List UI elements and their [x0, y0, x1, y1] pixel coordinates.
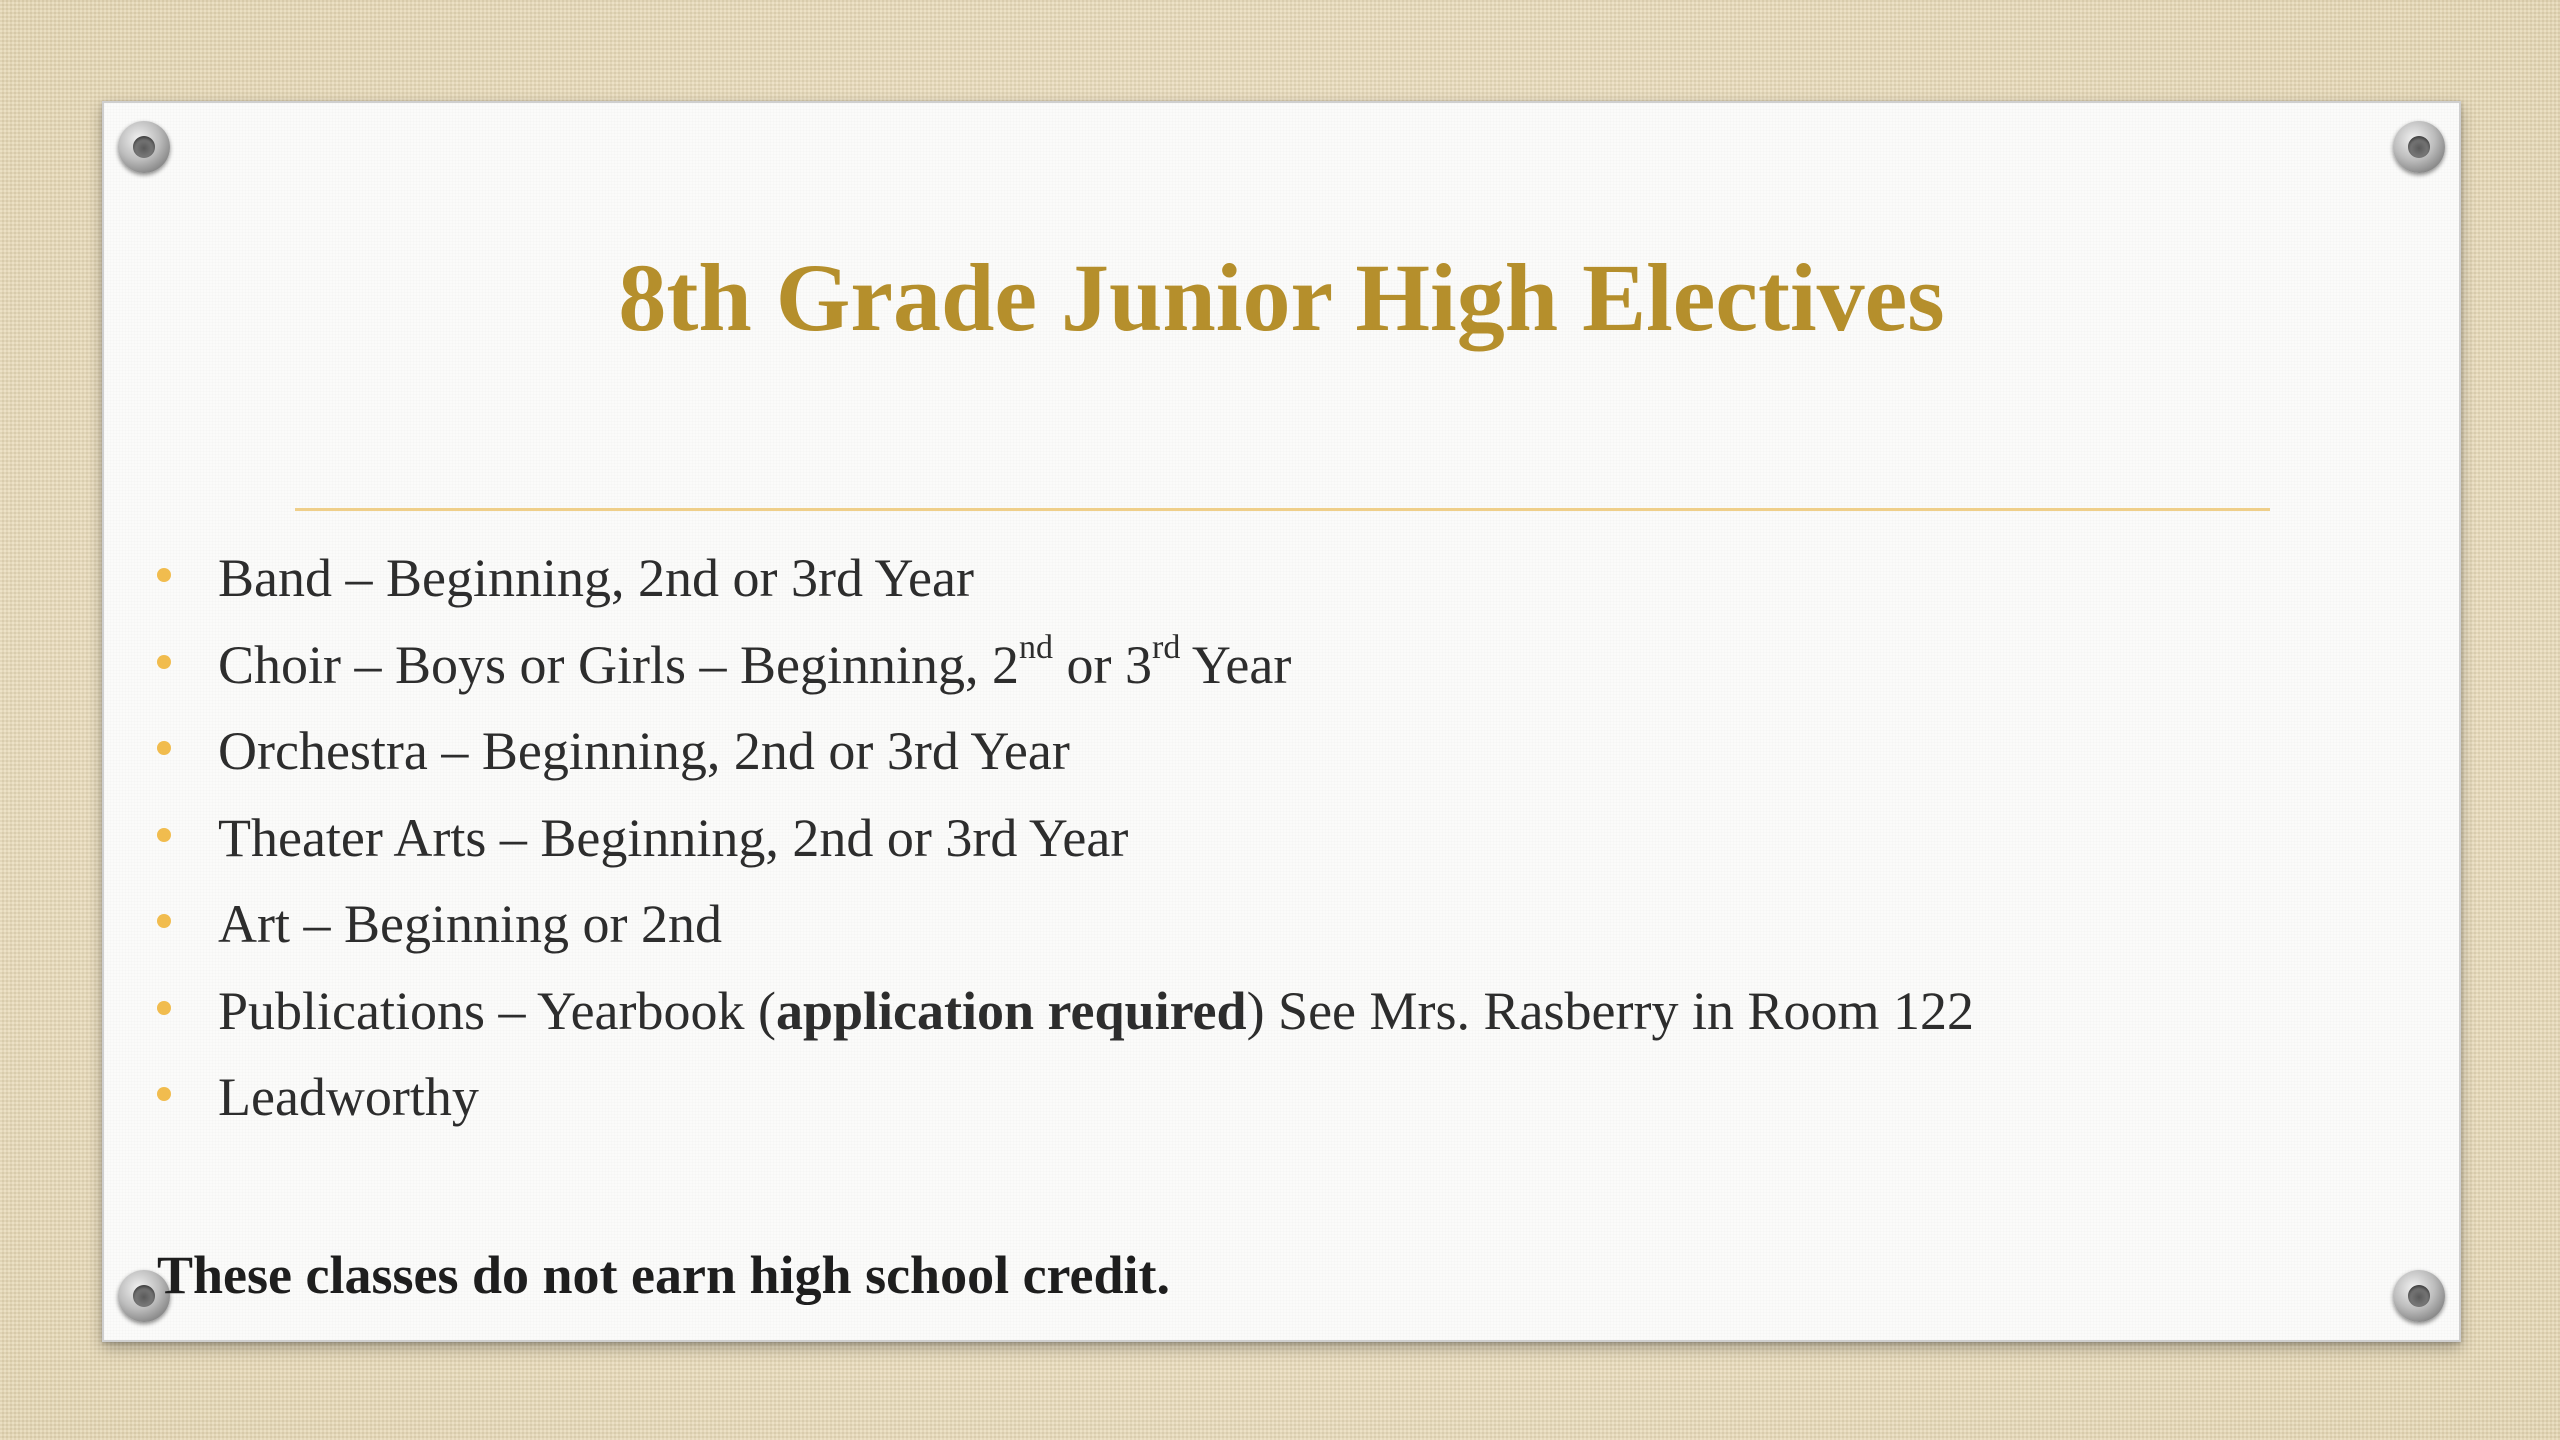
slide-card [102, 101, 2461, 1342]
credit-note: These classes do not earn high school credit. [157, 1245, 1171, 1305]
list-item-text: Band – Beginning, 2nd or 3rd Year [218, 548, 974, 608]
bullet-dot-icon [157, 741, 171, 755]
bullet-dot-icon [157, 828, 171, 842]
application-required-emphasis: application required [775, 980, 1247, 1041]
list-item-text: Publications – Yearbook ( [218, 980, 776, 1041]
list-item-text: Art – Beginning or 2nd [218, 894, 722, 954]
electives-list [157, 535, 1974, 1141]
grommet-icon [2393, 1270, 2445, 1322]
list-item-band [157, 535, 1974, 622]
list-item-text: or 3 [1053, 634, 1152, 695]
slide-title: 8th Grade Junior High Electives [618, 244, 1945, 351]
grommet-icon [118, 121, 170, 173]
ordinal-suffix: rd [1152, 628, 1181, 666]
list-item-text: Theater Arts – Beginning, 2nd or 3rd Year [218, 807, 1129, 868]
list-item-text: ) See Mrs. Rasberry in Room 122 [1246, 980, 1974, 1041]
list-item-theater-arts [157, 795, 1974, 882]
grommet-icon [2393, 121, 2445, 173]
list-item-text: Leadworthy [218, 1067, 479, 1127]
list-item-leadworthy [157, 1054, 1974, 1141]
list-item-choir [157, 622, 1974, 709]
list-item-text: Year [1180, 634, 1292, 695]
list-item-text: Choir – Boys or Girls – Beginning, 2 [218, 634, 1020, 695]
bullet-dot-icon [157, 1087, 171, 1101]
list-item-art [157, 881, 1974, 968]
bullet-dot-icon [157, 568, 171, 582]
bullet-dot-icon [157, 655, 171, 669]
list-item-text: Orchestra – Beginning, 2nd or 3rd Year [218, 721, 1070, 781]
list-item-orchestra [157, 708, 1974, 795]
list-item-publications [157, 968, 1974, 1055]
bullet-dot-icon [157, 1001, 171, 1015]
bullet-dot-icon [157, 914, 171, 928]
ordinal-suffix: nd [1019, 628, 1054, 666]
title-divider [295, 508, 2270, 511]
